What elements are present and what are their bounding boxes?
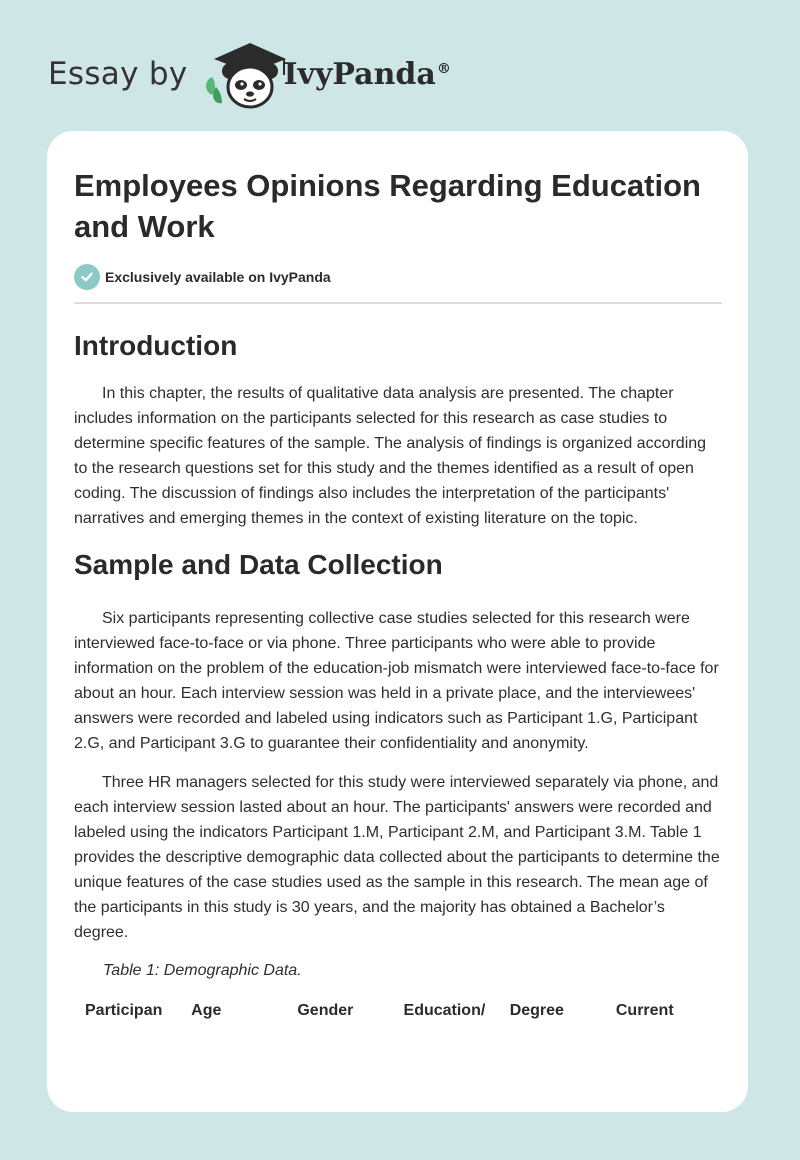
table-header-cell: Degree (509, 1002, 564, 1019)
table-header-row (85, 1002, 722, 1020)
brand-prefix: Essay by (48, 56, 188, 92)
table-header-cell: Age (191, 1002, 222, 1019)
table-header-cell: Education/ (403, 1002, 486, 1019)
essay-card (47, 131, 748, 1112)
panda-graduate-icon (202, 37, 292, 111)
badge-text: Exclusively available on IvyPanda (105, 269, 331, 285)
brand-name: IvyPanda® (283, 56, 451, 92)
paragraph: Three HR managers selected for this study were interviewed separately via phone, and each interview session lasted about an hour. The participants' answers were recorded and labeled using the indicators Participant 1.M, Participant 2.M, and Participant 3.M. Table 1 provides the descriptive demographic data collected about the participants to determine the unique features of the case studies used as the sample in this research. The mean age of the participants in this study is 30 years, and the majority has obtained a Bachelor’s degree. (74, 774, 720, 941)
brand-header[interactable] (48, 34, 451, 114)
paragraph: In this chapter, the results of qualitative data analysis are presented. The chapter includes information on the participants selected for this research as case studies to determine specific features of the sample. The analysis of findings is organized according to the research questions set for this study and the themes identified as a result of open coding. The discussion of findings also includes the interpretation of the participants' narratives and emerging themes in the context of existing literature on the topic. (74, 385, 707, 527)
divider (74, 302, 722, 304)
table-header-cell: Participan (85, 1002, 163, 1019)
page-title: Employees Opinions Regarding Education and Work (74, 168, 701, 244)
table-header-cell: Current (615, 1002, 674, 1019)
exclusive-badge (74, 264, 722, 290)
section-heading-sample: Sample and Data Collection (74, 549, 443, 580)
section-heading-introduction: Introduction (74, 330, 238, 361)
check-icon (74, 264, 100, 290)
table-header-cell: Gender (297, 1002, 354, 1019)
table-caption: Table 1: Demographic Data. (103, 962, 302, 979)
registered-mark: ® (436, 60, 451, 77)
paragraph: Six participants representing collective case studies selected for this research were interviewed face-to-face or via phone. Three participants who were able to provide information on the problem of the education-job mismatch were interviewed face-to-face for about an hour. Each interview session was held in a private place, and the interviewees' answers were recorded and labeled using indicators such as Participant 1.G, Participant 2.G, and Participant 3.G to guarantee their confidentiality and anonymity. (74, 610, 719, 752)
